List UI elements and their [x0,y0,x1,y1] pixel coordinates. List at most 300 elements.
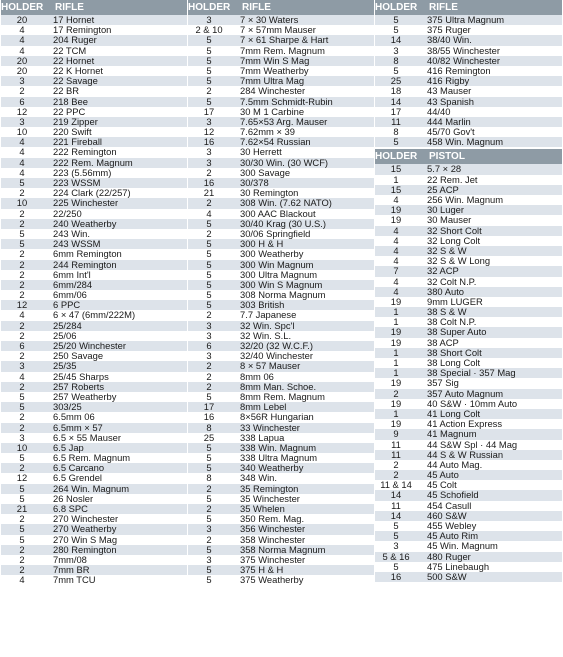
cartridge-name: 6.5 Grendel [53,473,102,484]
table-row [1,280,187,290]
holder-number: 2 [206,86,212,97]
table-row [188,46,374,56]
cartridge-name: 257 Weatherby [53,391,117,402]
table-row [375,76,562,86]
table-row [375,327,562,337]
holder-number: 2 [19,320,25,331]
holder-number: 2 [19,412,25,423]
holder-number: 1 [393,307,399,318]
holder-number: 2 [19,259,25,270]
cartridge-name: 300 Win Magnum [240,259,314,270]
holder-number: 21 [203,188,215,199]
table-row [1,147,187,157]
holder-number: 25 [203,432,215,443]
holder-number: 2 [206,534,212,545]
cartridge-name: 270 Winchester [53,514,119,525]
cartridge-name: 6.5 Carcano [53,463,105,474]
cartridge-name: 308 Norma Magnum [240,290,326,301]
table-row [1,219,187,229]
holder-number: 2 [206,310,212,321]
cartridge-name: 41 Action Express [427,419,503,430]
cartridge-name: 35 Remington [240,483,299,494]
cartridge-name: 45 Colt [427,480,457,491]
cartridge-name: 340 Weatherby [240,463,304,474]
cartridge-name: 303/25 [53,402,82,413]
holder-number: 4 [393,195,399,205]
cartridge-name: 500 S&W [427,571,467,582]
cartridge-name: 38 S & W [427,307,467,318]
cartridge-name: 338 Ultra Magnum [240,453,318,464]
table-row [1,402,187,412]
holder-number: 3 [206,116,212,127]
holder-number: 5 [206,391,212,402]
holder-number: 2 [19,188,25,199]
cartridge-name: 300 AAC Blackout [240,208,316,219]
table-row [1,260,187,270]
table-row [375,389,562,399]
table-row [188,372,374,382]
holder-number: 11 [391,500,401,511]
cartridge-name: 6.8 SPC [53,504,88,514]
holder-number: 5 [393,137,399,148]
table-row [188,412,374,422]
cartridge-name: 6 × 47 (6mm/222M) [53,310,136,321]
table-row [375,236,562,246]
holder-number: 14 [390,510,402,521]
holder-number: 5 [206,279,212,290]
table-row [375,266,562,276]
cartridge-name: 7mm BR [53,565,90,576]
holder-number: 5 [206,493,212,504]
cartridge-name: 7 × 57mm Mauser [240,25,316,36]
cartridge-name: 444 Marlin [427,116,471,127]
cartridge-name: 218 Bee [53,96,88,107]
table-row [188,524,374,534]
cartridge-name: 22 Hornet [53,55,95,66]
cartridge-name: 7mm Ultra Mag [240,76,305,87]
cartridge-name: 25/35 [53,361,77,372]
cartridge-name: 45/70 Gov't [427,127,475,138]
table-row [375,15,562,25]
holder-number: 2 [19,381,25,392]
cartridge-name: 264 Win. Magnum [53,483,130,494]
cartridge-name: 284 Winchester [240,86,306,97]
holder-number: 4 [393,245,399,256]
holder-number: 2 & 10 [195,25,223,36]
table-row [375,440,562,450]
cartridge-name: 45 Win. Magnum [427,541,498,552]
table-row [1,351,187,361]
table-row [1,443,187,453]
cartridge-name: 7.7 Japanese [240,310,297,321]
cartridge-name: 38 Colt N.P. [427,317,477,328]
holder-number: 2 [19,86,25,97]
cartridge-name: 41 Long Colt [427,408,481,419]
holder-number: 4 [393,235,399,246]
holder-number: 20 [16,65,28,76]
holder-number: 4 [19,35,25,46]
holder-number: 2 [19,269,25,280]
holder-header: HOLDER [375,2,418,13]
holder-number: 11 & 14 [380,480,412,491]
holder-number: 2 [393,459,399,470]
table-row [1,310,187,320]
table-row [188,463,374,473]
table-row [375,66,562,76]
cartridge-name: 338 Win. Magnum [240,442,317,453]
cartridge-name: 416 Rigby [427,76,470,87]
table-row [375,117,562,127]
table-row [1,382,187,392]
cartridge-name: 240 Weatherby [53,218,117,229]
table-row [188,107,374,117]
cartridge-name: 38 Super Auto [427,327,487,338]
cartridge-name: 44/40 [427,106,451,117]
holder-number: 5 [206,442,212,453]
cartridge-name: 32 Short Colt [427,225,482,236]
table-row [188,188,374,198]
table-row [375,450,562,460]
table-row [375,511,562,521]
table-row [188,76,374,86]
table-row [188,168,374,178]
cartridge-holder-chart [1,0,562,657]
cartridge-name: 243 Win. [53,228,90,239]
table-row [1,86,187,96]
holder-number: 3 [393,45,399,56]
table-row [1,331,187,341]
cartridge-name: 7mm/08 [53,554,87,565]
column-3-rifle-rows [375,15,562,147]
cartridge-name: 9mm LUGER [427,296,483,307]
table-row [188,331,374,341]
cartridge-name: 357 Auto Magnum [427,388,504,399]
cartridge-name: 25 ACP [427,184,459,195]
cartridge-name: 26 Nosler [53,493,94,504]
table-row [375,287,562,297]
table-row [1,270,187,280]
cartridge-name: 30/30 Win. (30 WCF) [240,157,329,168]
table-row [375,429,562,439]
cartridge-name: 22 TCM [53,45,87,56]
holder-number: 8 [393,127,399,138]
table-row [1,473,187,483]
holder-number: 9 [393,429,399,440]
table-row [1,423,187,433]
holder-number: 5 [19,534,25,545]
holder-number: 2 [206,371,212,382]
cartridge-name: 300 Win S Magnum [240,279,323,290]
cartridge-name: 8×56R Hungarian [240,412,314,423]
cartridge-name: 32/40 Winchester [240,351,313,362]
holder-number: 4 [393,276,399,287]
cartridge-name: 308 Win. (7.62 NATO) [240,198,332,209]
table-row [188,239,374,249]
cartridge-name: 375 Ultra Magnum [427,15,505,25]
cartridge-name: 7.65×53 Arg. Mauser [240,116,328,127]
holder-number: 17 [203,106,215,117]
table-row [375,501,562,511]
cartridge-name: 416 Remington [427,65,491,76]
table-row [188,300,374,310]
table-row [375,35,562,45]
table-row [1,514,187,524]
cartridge-name: 5.7 × 28 [427,164,462,175]
table-row [375,521,562,531]
table-row [188,117,374,127]
cartridge-name: 22 BR [53,86,80,97]
table-row [188,382,374,392]
cartridge-name: 454 Casull [427,500,472,511]
table-row [375,137,562,147]
cartridge-name: 43 Spanish [427,96,474,107]
table-row [375,97,562,107]
table-row [188,260,374,270]
table-row [375,552,562,562]
holder-number: 5 [393,561,399,572]
cartridge-name: 44 Auto Mag. [427,459,483,470]
holder-number: 1 [393,174,399,185]
holder-number: 2 [19,514,25,525]
rifle-header: RIFLE [55,2,84,13]
table-row [375,480,562,490]
table-row [375,185,562,195]
cartridge-name: 44 S&W Spl · 44 Mag [427,439,518,450]
holder-number: 5 [393,521,399,531]
table-row [375,175,562,185]
holder-number: 5 & 16 [382,551,410,562]
table-row [1,127,187,137]
table-row [375,195,562,205]
cartridge-name: 22 PPC [53,106,86,117]
table-row [1,575,187,585]
holder-number: 12 [16,300,28,311]
table-row [1,555,187,565]
holder-number: 5 [206,45,212,56]
table-row [375,409,562,419]
cartridge-name: 32 Long Colt [427,235,481,246]
holder-number: 5 [206,514,212,525]
holder-number: 15 [390,184,402,195]
holder-number: 17 [203,402,215,413]
cartridge-name: 480 Ruger [427,551,471,562]
cartridge-name: 38 ACP [427,337,459,348]
holder-number: 5 [206,300,212,311]
table-row [188,545,374,555]
cartridge-name: 8mm 06 [240,371,274,382]
cartridge-name: 6.5mm 06 [53,412,95,423]
column-3 [375,0,562,582]
holder-number: 2 [19,351,25,362]
holder-number: 4 [206,208,212,219]
table-row [1,565,187,575]
cartridge-name: 7.5mm Schmidt-Rubin [240,96,333,107]
cartridge-name: 356 Winchester [240,524,306,535]
cartridge-name: 380 Auto [427,286,465,297]
table-row [1,158,187,168]
holder-number: 4 [19,137,25,148]
column-2-rows [188,15,374,586]
holder-number: 6 [206,341,212,351]
cartridge-name: 6mm/06 [53,290,87,301]
cartridge-name: 221 Fireball [53,137,102,148]
cartridge-name: 25/284 [53,320,82,331]
holder-number: 5 [206,96,212,107]
cartridge-name: 6mm Int'l [53,269,91,280]
holder-number: 6 [19,96,25,107]
column-1-header [1,0,187,15]
cartridge-name: 30 Remington [240,188,299,199]
holder-number: 4 [19,45,25,56]
holder-number: 14 [390,35,402,46]
holder-number: 10 [16,442,28,453]
cartridge-name: 40/82 Winchester [427,55,500,66]
table-row [1,25,187,35]
table-row [188,361,374,371]
table-row [1,392,187,402]
cartridge-name: 223 (5.56mm) [53,167,112,178]
holder-number: 5 [206,269,212,280]
holder-number: 16 [203,137,215,148]
holder-number: 1 [393,368,399,379]
cartridge-name: 32 Win. Spc'l [240,320,295,331]
table-row [188,484,374,494]
cartridge-name: 22 Rem. Jet [427,174,478,185]
table-row [375,307,562,317]
table-row [1,229,187,239]
cartridge-name: 45 Auto Rim [427,531,479,542]
holder-number: 2 [19,218,25,229]
table-row [188,219,374,229]
cartridge-name: 303 British [240,300,285,311]
table-row [188,575,374,585]
cartridge-name: 38/40 Win. [427,35,472,46]
cartridge-name: 222 Rem. Magnum [53,157,133,168]
cartridge-name: 7mm Weatherby [240,65,309,76]
holder-number: 4 [393,286,399,297]
table-row [188,178,374,188]
cartridge-name: 6.5mm × 57 [53,422,103,433]
cartridge-name: 30/378 [240,178,269,188]
table-row [188,15,374,25]
holder-number: 4 [19,25,25,36]
holder-number: 5 [206,65,212,76]
cartridge-name: 300 H & H [240,239,284,250]
holder-number: 6 [19,341,25,351]
holder-number: 8 [206,473,212,484]
holder-number: 17 [390,106,402,117]
cartridge-name: 25/20 Winchester [53,341,126,351]
table-row [375,164,562,174]
table-row [1,463,187,473]
table-row [188,290,374,300]
cartridge-name: 8mm Man. Schoe. [240,381,317,392]
cartridge-name: 375 Weatherby [240,575,304,586]
table-row [375,56,562,66]
cartridge-name: 7 × 61 Sharpe & Hart [240,35,329,46]
holder-number: 2 [206,167,212,178]
table-row [1,321,187,331]
holder-number: 5 [206,249,212,260]
holder-number: 5 [206,239,212,250]
holder-number: 2 [19,279,25,290]
table-row [188,535,374,545]
holder-number: 5 [393,15,399,25]
cartridge-name: 41 Magnum [427,429,477,440]
holder-number: 3 [19,76,25,87]
table-row [1,300,187,310]
table-row [1,107,187,117]
cartridge-name: 375 H & H [240,565,284,576]
holder-number: 10 [16,127,28,138]
holder-number: 2 [206,504,212,514]
holder-number: 2 [19,565,25,576]
cartridge-name: 7 × 30 Waters [240,15,299,25]
cartridge-name: 222 Remington [53,147,117,158]
table-row [1,56,187,66]
column-1 [1,0,187,586]
table-row [188,198,374,208]
table-row [188,249,374,259]
holder-number: 3 [19,432,25,443]
holder-number: 3 [206,147,212,158]
holder-number: 2 [19,554,25,565]
holder-number: 3 [206,157,212,168]
table-row [188,351,374,361]
holder-number: 2 [19,249,25,260]
holder-number: 5 [206,218,212,229]
cartridge-name: 25/45 Sharps [53,371,109,382]
holder-number: 2 [393,388,399,399]
holder-number: 1 [393,358,399,368]
table-row [375,358,562,368]
table-row [375,205,562,215]
holder-number: 3 [206,554,212,565]
table-row [375,317,562,327]
holder-header: HOLDER [188,2,231,13]
holder-number: 5 [206,35,212,46]
table-row [188,280,374,290]
table-row [188,555,374,565]
holder-number: 2 [19,463,25,474]
holder-number: 5 [19,524,25,535]
holder-number: 5 [206,290,212,301]
cartridge-name: 243 WSSM [53,239,101,250]
table-row [375,378,562,388]
table-row [375,338,562,348]
cartridge-name: 7.62mm × 39 [240,127,295,138]
table-row [375,256,562,266]
holder-number: 5 [19,453,25,464]
table-row [1,137,187,147]
holder-number: 5 [19,483,25,494]
table-row [375,46,562,56]
rifle-header: RIFLE [429,2,458,13]
cartridge-name: 45 Auto [427,470,459,481]
cartridge-name: 32 Colt N.P. [427,276,477,287]
holder-number: 1 [393,408,399,419]
cartridge-name: 300 Weatherby [240,249,304,260]
holder-number: 25 [390,76,402,87]
cartridge-name: 30/06 Springfield [240,228,311,239]
cartridge-name: 244 Remington [53,259,117,270]
holder-number: 2 [19,290,25,301]
holder-number: 5 [206,259,212,270]
holder-number: 18 [390,86,402,97]
cartridge-name: 44 S & W Russian [427,449,504,460]
cartridge-name: 38/55 Winchester [427,45,500,56]
table-row [1,46,187,56]
